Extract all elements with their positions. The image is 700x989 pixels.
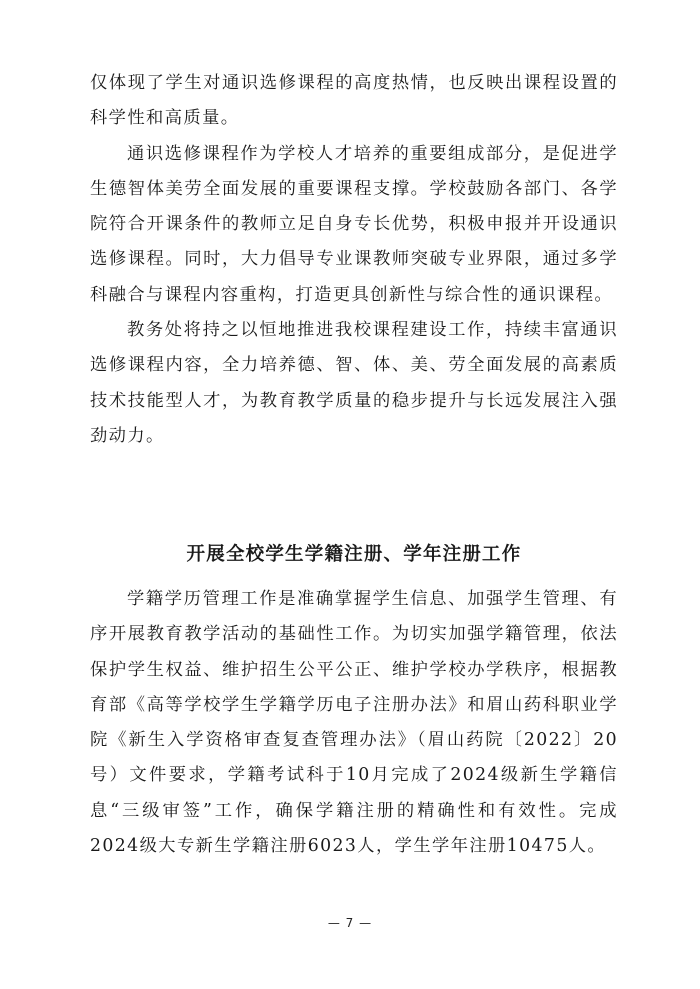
section-heading: 开展全校学生学籍注册、学年注册工作 [186,544,522,565]
section-registration [90,582,618,864]
section-continuation [90,66,618,454]
paragraph-continuation: 仅体现了学生对通识选修课程的高度热情，也反映出课程设置的科学性和高质量。 [90,73,618,129]
paragraph-registration: 学籍学历管理工作是准确掌握学生信息、加强学生管理、有序开展教育教学活动的基础性工作。为切实加强学籍管理，依法保护学生权益、维护招生公平公正、维护学校办学秩序，根据教育部《高等学校学生学籍学历电子注册办法》和眉山药科职业学院《新生入学资格审查复查管理办法》（眉山药院〔2022〕20号）文件要求，学籍考试科于10月完成了2024级新生学籍信息“三级审签”工作，确保学籍注册的精确性和有效性。完成2024级大专新生学籍注册6023人，学生学年注册10475人。 [90,589,618,857]
paragraph-academic-affairs: 教务处将持之以恒地推进我校课程建设工作，持续丰富通识选修课程内容，全力培养德、智、体、美、劳全面发展的高素质技术技能型人才，为教育教学质量的稳步提升与长远发展注入强劲动力。 [90,320,618,446]
paragraph-general-electives: 通识选修课程作为学校人才培养的重要组成部分，是促进学生德智体美劳全面发展的重要课程支撑。学校鼓励各部门、各学院符合开课条件的教师立足自身专长优势，积极申报并开设通识选修课程。同时，大力倡导专业课教师突破专业界限，通过多学科融合与课程内容重构，打造更具创新性与综合性的通识课程。 [90,143,618,305]
page-number: — 7 — [327,916,373,930]
